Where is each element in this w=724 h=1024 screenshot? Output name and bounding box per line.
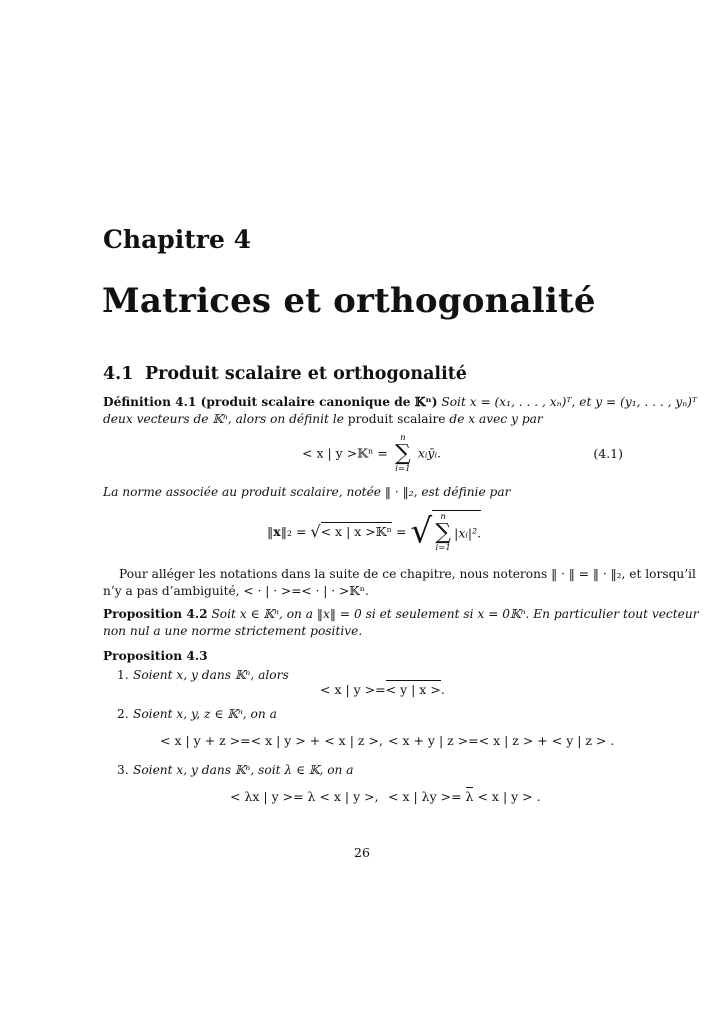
definition-line2-a: deux vecteurs de 𝕂ⁿ, alors on définit le — [103, 412, 344, 426]
equation-number: (4.1) — [593, 446, 623, 461]
norm-equation: ‖x‖₂ = √< x | x >𝕂ⁿ = √ n ∑ i=1 |xᵢ|². — [267, 511, 482, 553]
page-number: 26 — [354, 845, 370, 860]
sqrt-inner: < x | x >𝕂ⁿ — [320, 524, 393, 539]
proposition-4-2 — [103, 606, 699, 640]
definition-line2-c: de x avec y par — [449, 412, 543, 426]
prop42-line2: non nul a une norme strictement positive. — [103, 624, 363, 638]
chapter-title: Matrices et orthogonalité — [102, 281, 596, 321]
eq2-rhs: |xᵢ|². — [454, 525, 482, 541]
prop43-eq-c2: < x | λy >= λ < x | y > . — [388, 789, 541, 804]
prop43-eq-b2: < x + y | z >=< x | z > + < y | z > . — [388, 733, 615, 748]
notation-paragraph: Pour alléger les notations dans la suite de ce chapitre, nous noterons ‖ · ‖ = ‖ · ‖₂, et lorsqu’il n’y a pas d’ambiguité, < · | · >=< · | · >𝕂ⁿ. — [103, 567, 696, 598]
prop43-item-1: 1. Soient x, y dans 𝕂ⁿ, alors — [117, 668, 289, 682]
eq1-lhs: < x | y >𝕂ⁿ = — [302, 445, 388, 461]
definition-line1: Soit x = (x₁, . . . , xₙ)ᵀ, et y = (y₁, . . . , yₙ)ᵀ — [441, 395, 698, 409]
section-title: Produit scalaire et orthogonalité — [145, 364, 467, 384]
prop42-head: Proposition 4.2 — [103, 607, 208, 621]
chapter-label: Chapitre 4 — [103, 225, 251, 254]
section-number: 4.1 — [103, 364, 134, 384]
prop43-eq-a: < x | y >=< y | x >. — [320, 682, 445, 697]
definition-head: Définition 4.1 (produit scalaire canonique de 𝕂ⁿ) — [103, 395, 438, 409]
sum-symbol: n ∑ i=1 — [395, 433, 411, 474]
prop42-line1: Soit x ∈ 𝕂ⁿ, on a ‖x‖ = 0 si et seulement si x = 0𝕂ⁿ. En particulier tout vecteur — [211, 607, 699, 621]
prop43-head: Proposition 4.3 — [103, 649, 208, 663]
definition-4-1 — [103, 394, 698, 428]
prop43-item-3: 3. Soient x, y dans 𝕂ⁿ, soit λ ∈ 𝕂, on a — [117, 763, 354, 777]
sum-symbol-2: n ∑ i=1 — [435, 512, 452, 553]
section-heading — [103, 364, 467, 384]
eq1-rhs: xᵢȳᵢ. — [417, 445, 441, 461]
prop43-item-2: 2. Soient x, y, z ∈ 𝕂ⁿ, on a — [117, 707, 277, 721]
definition-term: produit scalaire — [347, 412, 446, 426]
norm-intro: La norme associée au produit scalaire, notée ‖ · ‖₂, est définie par — [103, 485, 511, 499]
conjugate-bar: < y | x > — [385, 682, 441, 697]
prop43-eq-c1: < λx | y >= λ < x | y >, — [230, 789, 379, 804]
equation-4-1 — [302, 434, 441, 474]
prop43-eq-b1: < x | y + z >=< x | y > + < x | z >, — [160, 733, 383, 748]
